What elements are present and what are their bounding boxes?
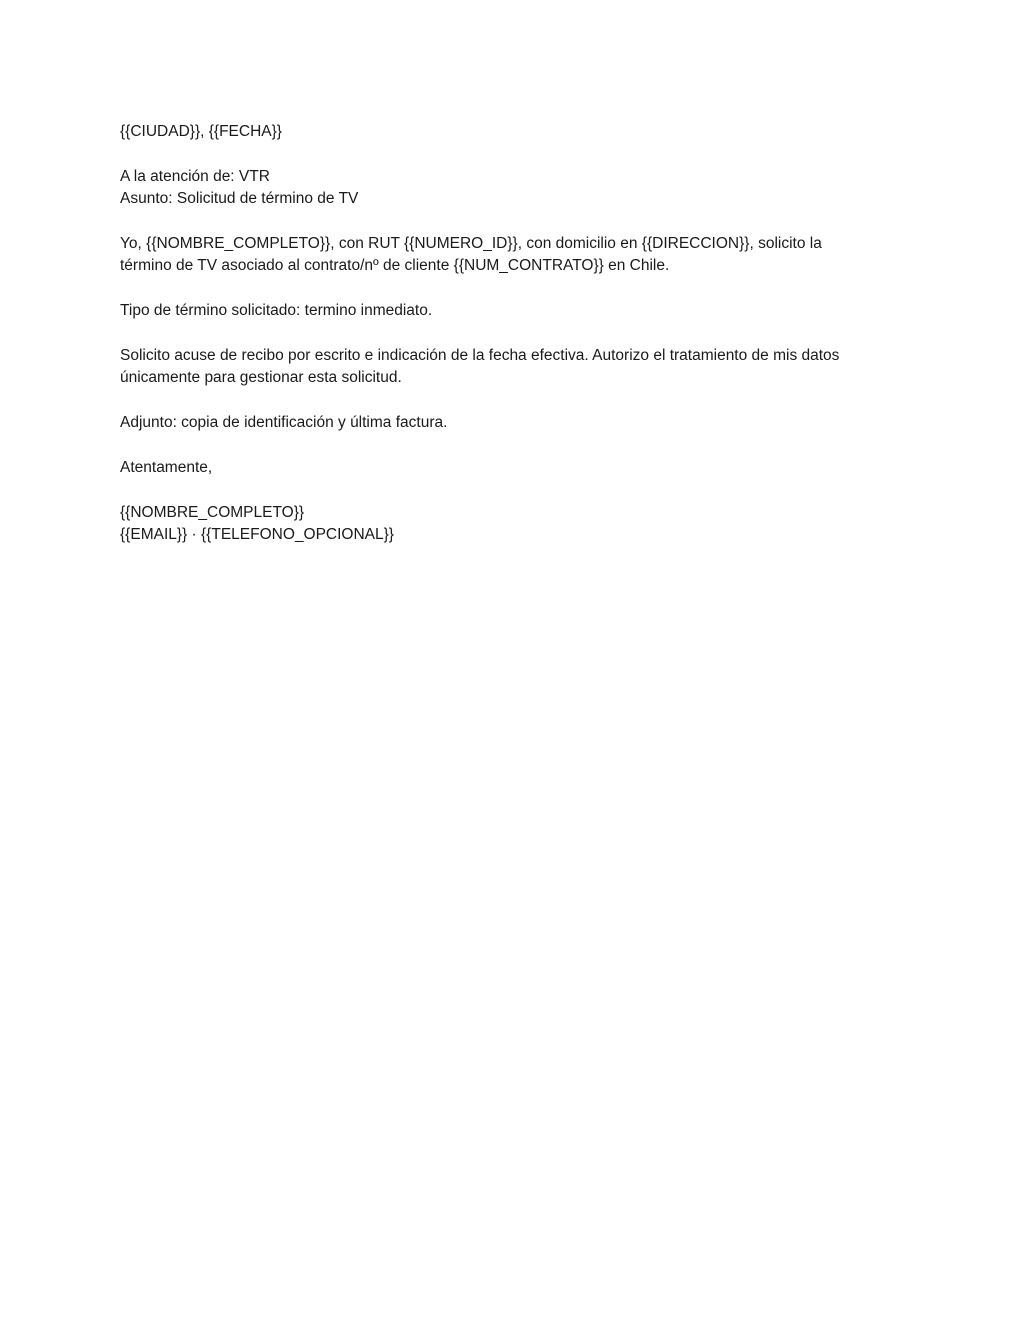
signature-name: {{NOMBRE_COMPLETO}} <box>120 503 305 521</box>
attachments-text: Adjunto: copia de identificación y última factura. <box>120 414 448 432</box>
attachments-paragraph <box>120 412 910 434</box>
request-line: únicamente para gestionar esta solicitud. <box>120 369 402 387</box>
termination-type-paragraph <box>120 300 910 322</box>
subject-line: Asunto: Solicitud de término de TV <box>120 190 359 208</box>
closing-paragraph <box>120 457 910 479</box>
body-line: Yo, {{NOMBRE_COMPLETO}}, con RUT {{NUMERO_ID}}, con domicilio en {{DIRECCION}}, solicito la <box>120 235 822 252</box>
body-line: término de TV asociado al contrato/nº de cliente {{NUM_CONTRATO}} en Chile. <box>120 257 670 275</box>
attention-line: A la atención de: VTR <box>120 167 270 185</box>
signature-contact: {{EMAIL}} · {{TELEFONO_OPCIONAL}} <box>120 526 394 544</box>
city-date-text: {{CIUDAD}}, {{FECHA}} <box>120 123 282 140</box>
letter-body <box>120 121 910 547</box>
body-paragraph <box>120 233 910 278</box>
request-line: Solicito acuse de recibo por escrito e indicación de la fecha efectiva. Autorizo el tratamiento de mis datos <box>120 347 840 364</box>
closing-text: Atentamente, <box>120 459 213 476</box>
signature-block <box>120 502 910 547</box>
termination-type-text: Tipo de término solicitado: termino inmediato. <box>120 302 433 320</box>
recipient-block <box>120 166 910 211</box>
request-paragraph <box>120 345 910 390</box>
date-line <box>120 121 910 143</box>
